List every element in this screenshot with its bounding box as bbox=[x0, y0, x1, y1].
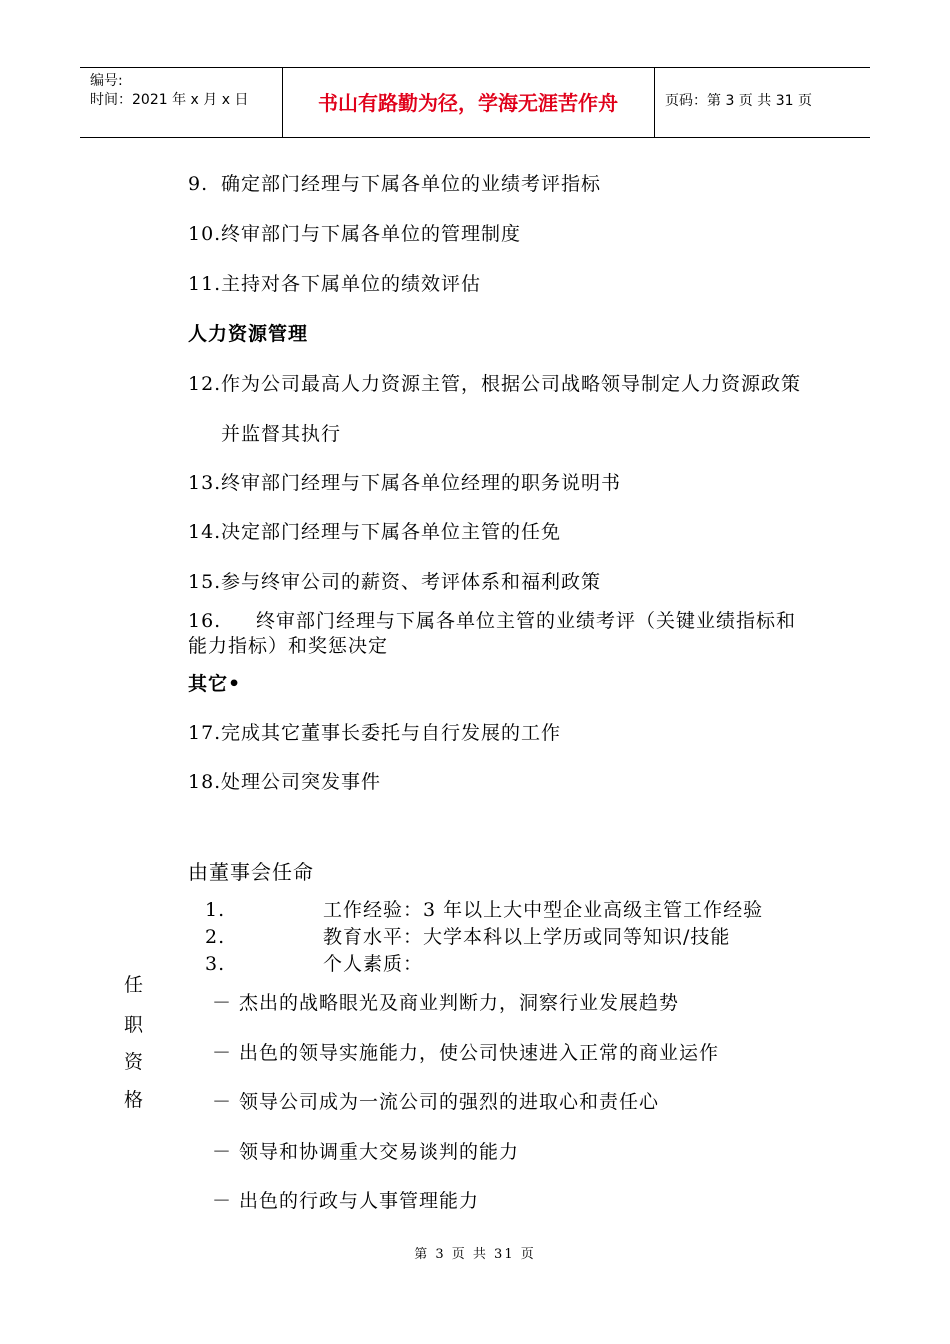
page-header bbox=[80, 67, 870, 138]
item-number: 15. bbox=[188, 571, 222, 593]
qualification-label-char: 职 bbox=[124, 1014, 144, 1036]
header-motto-cell bbox=[282, 68, 655, 137]
item-number: 10. bbox=[188, 223, 222, 245]
appointment-text: 由董事会任命 bbox=[188, 860, 314, 884]
doc-time-label: 时间：2021 年 x 月 x 日 bbox=[90, 92, 249, 108]
item-number: 14. bbox=[188, 521, 222, 543]
page-footer: 第 3 页 共 31 页 bbox=[414, 1247, 536, 1262]
qualification-text: 大学本科以上学历或同等知识/技能 bbox=[423, 926, 731, 948]
item-number: 13. bbox=[188, 472, 222, 494]
list-item bbox=[188, 770, 381, 794]
list-item bbox=[188, 609, 796, 633]
item-text: 处理公司突发事件 bbox=[221, 771, 382, 793]
item-text: 决定部门经理与下属各单位主管的任免 bbox=[221, 521, 562, 543]
list-item bbox=[188, 372, 801, 396]
item-text: 终审部门与下属各单位的管理制度 bbox=[221, 223, 522, 245]
header-page-cell bbox=[655, 68, 870, 137]
item-text: 终审部门经理与下属各单位主管的业绩考评（关键业绩指标和 bbox=[256, 610, 797, 632]
qualification-label: 个人素质： bbox=[323, 953, 424, 975]
section-heading-other: 其它• bbox=[188, 673, 242, 695]
item-text: 主持对各下属单位的绩效评估 bbox=[221, 273, 482, 295]
qualification-label: 工作经验： bbox=[323, 899, 424, 921]
item-number: 1. bbox=[205, 899, 226, 921]
item-text: 能力指标）和奖惩决定 bbox=[188, 635, 389, 657]
list-item-continuation bbox=[188, 634, 388, 658]
header-motto: 书山有路勤为径，学海无涯苦作舟 bbox=[318, 91, 618, 115]
qualification-text: 3 年以上大中型企业高级主管工作经验 bbox=[423, 899, 764, 921]
list-item-continuation bbox=[221, 422, 341, 446]
quality-item: － 出色的领导实施能力，使公司快速进入正常的商业运作 bbox=[212, 1042, 720, 1064]
item-number: 2. bbox=[205, 926, 226, 948]
qualification-item bbox=[205, 898, 763, 922]
item-number: 11. bbox=[188, 273, 222, 295]
item-number: 18. bbox=[188, 771, 222, 793]
item-text: 终审部门经理与下属各单位经理的职务说明书 bbox=[221, 472, 622, 494]
doc-code-label: 编号: bbox=[90, 73, 123, 89]
item-text: 完成其它董事长委托与自行发展的工作 bbox=[221, 722, 562, 744]
qualification-label-char: 格 bbox=[124, 1089, 144, 1111]
quality-item: － 出色的行政与人事管理能力 bbox=[212, 1190, 480, 1212]
qualification-label: 教育水平： bbox=[323, 926, 424, 948]
qualification-label-char: 资 bbox=[124, 1051, 144, 1073]
item-number: 9. bbox=[188, 173, 209, 195]
item-number: 17. bbox=[188, 722, 222, 744]
list-item bbox=[188, 520, 561, 544]
list-item bbox=[188, 222, 521, 246]
quality-item: － 领导公司成为一流公司的强烈的进取心和责任心 bbox=[212, 1091, 660, 1113]
list-item bbox=[188, 570, 601, 594]
item-text: 作为公司最高人力资源主管，根据公司战略领导制定人力资源政策 bbox=[221, 373, 802, 395]
section-heading-hr: 人力资源管理 bbox=[188, 323, 309, 345]
item-text: 参与终审公司的薪资、考评体系和福利政策 bbox=[221, 571, 602, 593]
item-text: 并监督其执行 bbox=[221, 423, 342, 445]
qualification-item bbox=[205, 925, 730, 949]
qualification-label-char: 任 bbox=[124, 974, 144, 996]
item-number: 3. bbox=[205, 953, 226, 975]
item-number: 12. bbox=[188, 373, 222, 395]
list-item bbox=[188, 172, 601, 196]
item-text: 确定部门经理与下属各单位的业绩考评指标 bbox=[221, 173, 602, 195]
qualification-item bbox=[205, 952, 423, 976]
header-meta-cell bbox=[80, 68, 283, 137]
quality-item: － 杰出的战略眼光及商业判断力，洞察行业发展趋势 bbox=[212, 992, 680, 1014]
list-item bbox=[188, 721, 561, 745]
item-number: 16. bbox=[188, 610, 222, 632]
quality-item: － 领导和协调重大交易谈判的能力 bbox=[212, 1141, 520, 1163]
header-page-info: 页码：第 3 页 共 31 页 bbox=[665, 93, 812, 109]
list-item bbox=[188, 272, 481, 296]
list-item bbox=[188, 471, 621, 495]
